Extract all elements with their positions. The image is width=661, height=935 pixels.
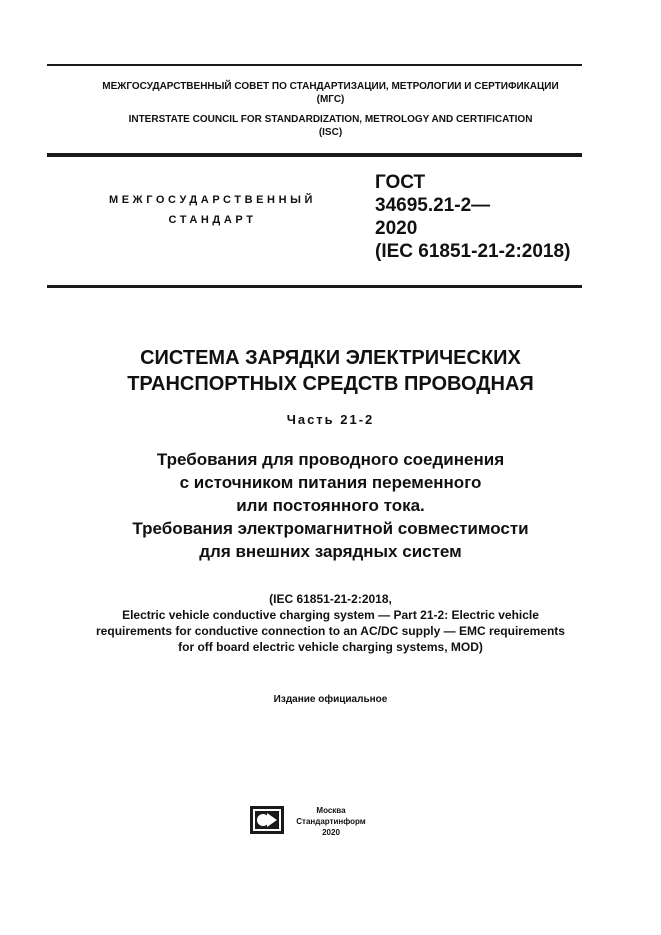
subtitle-line2: с источником питания переменного xyxy=(179,473,482,492)
iec-reference-line3: requirements for conductive connection to an AC/DC supply — EMC requirements xyxy=(96,624,565,638)
part-number: Часть 21-2 xyxy=(286,412,375,427)
council-en: INTERSTATE COUNCIL FOR STANDARDIZATION, METROLOGY AND CERTIFICATION xyxy=(128,114,533,125)
publisher-year: 2020 xyxy=(322,828,340,837)
gost-number: 34695.21-2— xyxy=(375,195,491,216)
standard-label-line2: СТАНДАРТ xyxy=(168,214,257,226)
rule-under-council xyxy=(47,153,582,157)
subtitle-line5: для внешних зарядных систем xyxy=(199,542,462,561)
document-title xyxy=(0,345,661,397)
standard-label-line1: МЕЖГОСУДАРСТВЕННЫЙ xyxy=(108,194,317,206)
top-rule xyxy=(47,64,582,66)
gost-iec: (IEC 61851-21-2:2018) xyxy=(375,241,571,262)
gost-year: 2020 xyxy=(375,218,418,239)
edition-note: Издание официальное xyxy=(273,694,388,705)
iec-reference-line1: (IEC 61851-21-2:2018, xyxy=(269,592,392,606)
subtitle-line4: Требования электромагнитной совместимости xyxy=(132,519,529,538)
title-line2: ТРАНСПОРТНЫХ СРЕДСТВ ПРОВОДНАЯ xyxy=(127,373,534,395)
publisher-name: Стандартинформ xyxy=(296,817,366,826)
council-ru-abbr: (МГС) xyxy=(316,94,345,105)
subtitle-line3: или постоянного тока. xyxy=(236,496,425,515)
publisher-info xyxy=(296,805,366,838)
rule-under-designation xyxy=(47,285,582,288)
standartinform-logo-icon xyxy=(250,806,284,834)
iec-reference-line2: Electric vehicle conductive charging system — Part 21-2: Electric vehicle xyxy=(122,608,539,622)
council-header xyxy=(0,80,661,139)
subtitle-line1: Требования для проводного соединения xyxy=(156,450,505,469)
document-subtitle xyxy=(0,448,661,563)
publisher-city: Москва xyxy=(316,806,346,815)
title-line1: СИСТЕМА ЗАРЯДКИ ЭЛЕКТРИЧЕСКИХ xyxy=(140,347,521,369)
council-en-abbr: (ISC) xyxy=(318,127,343,138)
gost-designation xyxy=(375,171,570,263)
gost-label: ГОСТ xyxy=(375,172,426,193)
council-ru: МЕЖГОСУДАРСТВЕННЫЙ СОВЕТ ПО СТАНДАРТИЗАЦИИ, МЕТРОЛОГИИ И СЕРТИФИКАЦИИ xyxy=(102,81,559,92)
logo-graphic xyxy=(250,806,284,834)
iec-reference-line4: for off board electric vehicle charging systems, MOD) xyxy=(178,640,483,654)
iec-reference xyxy=(0,591,661,655)
standard-type-label xyxy=(70,190,355,230)
